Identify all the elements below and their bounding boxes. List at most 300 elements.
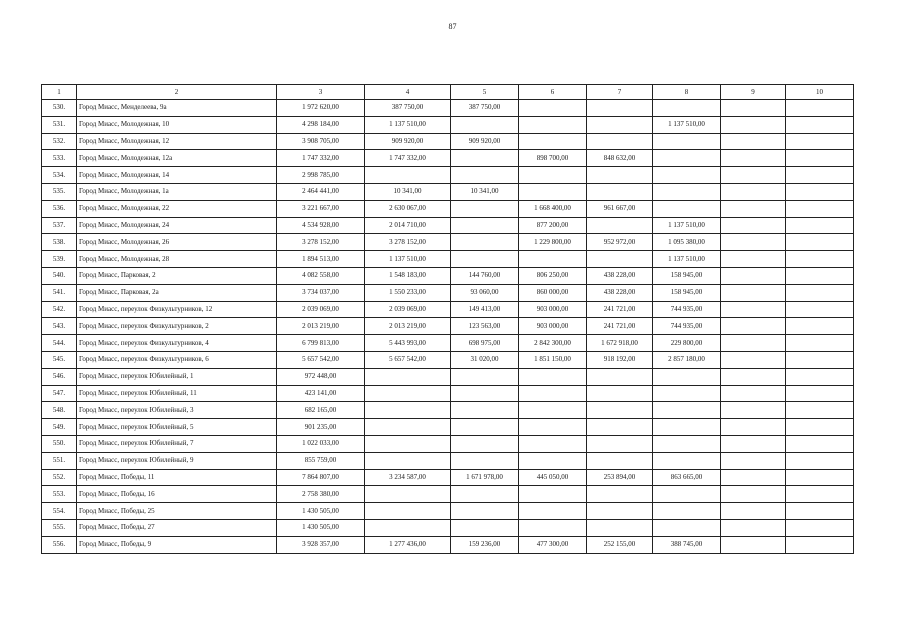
table-row [42,167,854,184]
amount-cell-col8: 1 095 380,00 [653,234,721,251]
amount-cell-col4: 1 137 510,00 [365,251,451,268]
amount-cell-col10 [786,503,854,520]
amount-cell-col4: 3 234 587,00 [365,469,451,486]
row-number-cell: 556. [42,536,77,553]
amount-cell-col3: 972 448,00 [277,368,365,385]
amount-cell-col5 [451,385,519,402]
row-number-cell: 549. [42,419,77,436]
column-header-9: 9 [721,85,786,100]
address-cell: Город Миасс, переулок Юбилейный, 1 [77,368,277,385]
row-number-cell: 540. [42,267,77,284]
amount-cell-col5 [451,167,519,184]
amount-cell-col4: 2 013 219,00 [365,318,451,335]
amount-cell-col8 [653,183,721,200]
amount-cell-col5: 1 671 978,00 [451,469,519,486]
amount-cell-col4 [365,167,451,184]
amount-cell-col4: 1 747 332,00 [365,150,451,167]
amount-cell-col9 [721,519,786,536]
amount-cell-col6 [519,452,587,469]
table-row [42,318,854,335]
table-row [42,200,854,217]
amount-cell-col10 [786,335,854,352]
amount-cell-col9 [721,402,786,419]
amount-cell-col10 [786,486,854,503]
amount-cell-col9 [721,167,786,184]
amount-cell-col6 [519,251,587,268]
amount-cell-col5 [451,368,519,385]
address-cell: Город Миасс, Молодежная, 10 [77,116,277,133]
table-row [42,536,854,553]
amount-cell-col9 [721,200,786,217]
amount-cell-col7: 961 667,00 [587,200,653,217]
amount-cell-col3: 2 998 785,00 [277,167,365,184]
table-row [42,100,854,117]
amount-cell-col7 [587,503,653,520]
amount-cell-col4: 10 341,00 [365,183,451,200]
column-header-1: 1 [42,85,77,100]
row-number-cell: 542. [42,301,77,318]
amount-cell-col8: 744 935,00 [653,301,721,318]
amount-cell-col9 [721,486,786,503]
table-row [42,519,854,536]
amount-cell-col7 [587,183,653,200]
amount-cell-col10 [786,452,854,469]
address-cell: Город Миасс, Победы, 9 [77,536,277,553]
row-number-cell: 532. [42,133,77,150]
amount-cell-col3: 7 864 807,00 [277,469,365,486]
row-number-cell: 547. [42,385,77,402]
amount-cell-col4: 2 630 067,00 [365,200,451,217]
amount-cell-col6 [519,368,587,385]
amount-cell-col6: 1 668 400,00 [519,200,587,217]
amount-cell-col10 [786,234,854,251]
amount-cell-col3: 6 799 813,00 [277,335,365,352]
header-row [42,85,854,100]
amount-cell-col8: 229 800,00 [653,335,721,352]
amount-cell-col5: 93 060,00 [451,284,519,301]
amount-cell-col6 [519,385,587,402]
table-row [42,251,854,268]
amount-cell-col5 [451,234,519,251]
row-number-cell: 554. [42,503,77,520]
amount-cell-col5 [451,150,519,167]
amount-cell-col9 [721,318,786,335]
amount-cell-col7 [587,519,653,536]
amount-cell-col4: 2 014 710,00 [365,217,451,234]
amount-cell-col7 [587,402,653,419]
amount-cell-col8 [653,419,721,436]
amount-cell-col7 [587,368,653,385]
amount-cell-col4 [365,452,451,469]
amount-cell-col6 [519,519,587,536]
amount-cell-col3: 3 221 667,00 [277,200,365,217]
amount-cell-col3: 855 759,00 [277,452,365,469]
amount-cell-col8: 744 935,00 [653,318,721,335]
amount-cell-col5 [451,435,519,452]
column-header-4: 4 [365,85,451,100]
amount-cell-col5 [451,519,519,536]
amount-cell-col8 [653,402,721,419]
amount-cell-col10 [786,217,854,234]
table-row [42,301,854,318]
amount-cell-col3: 5 657 542,00 [277,351,365,368]
amount-cell-col8 [653,385,721,402]
amount-cell-col9 [721,536,786,553]
address-cell: Город Миасс, Молодежная, 12 [77,133,277,150]
amount-cell-col7 [587,217,653,234]
amount-cell-col9 [721,234,786,251]
amount-cell-col3: 1 430 505,00 [277,503,365,520]
amount-cell-col10 [786,150,854,167]
amount-cell-col10 [786,536,854,553]
column-header-5: 5 [451,85,519,100]
amount-cell-col5 [451,200,519,217]
amount-cell-col8: 1 137 510,00 [653,116,721,133]
table-row [42,402,854,419]
amount-cell-col6: 1 229 800,00 [519,234,587,251]
amount-cell-col8: 2 857 180,00 [653,351,721,368]
row-number-cell: 534. [42,167,77,184]
amount-cell-col8 [653,503,721,520]
amount-cell-col6: 903 000,00 [519,318,587,335]
address-cell: Город Миасс, Победы, 11 [77,469,277,486]
address-cell: Город Миасс, переулок Юбилейный, 11 [77,385,277,402]
amount-cell-col9 [721,284,786,301]
table-row [42,368,854,385]
amount-cell-col7 [587,419,653,436]
row-number-cell: 555. [42,519,77,536]
amount-cell-col10 [786,284,854,301]
amount-cell-col10 [786,519,854,536]
table-row [42,452,854,469]
amount-cell-col4 [365,486,451,503]
column-header-2: 2 [77,85,277,100]
amount-cell-col3: 4 534 928,00 [277,217,365,234]
amount-cell-col9 [721,435,786,452]
amount-cell-col8: 863 665,00 [653,469,721,486]
table-row [42,183,854,200]
address-cell: Город Миасс, Молодежная, 1а [77,183,277,200]
amount-cell-col4: 1 137 510,00 [365,116,451,133]
amount-cell-col5: 909 920,00 [451,133,519,150]
address-cell: Город Миасс, переулок Физкультурников, 2 [77,318,277,335]
amount-cell-col6: 898 700,00 [519,150,587,167]
address-cell: Город Миасс, переулок Юбилейный, 3 [77,402,277,419]
amount-cell-col5 [451,503,519,520]
amount-cell-col8 [653,150,721,167]
amount-cell-col7 [587,116,653,133]
register-table [41,84,854,554]
amount-cell-col4 [365,519,451,536]
address-cell: Город Миасс, Победы, 27 [77,519,277,536]
table-row [42,385,854,402]
row-number-cell: 537. [42,217,77,234]
row-number-cell: 539. [42,251,77,268]
amount-cell-col9 [721,267,786,284]
row-number-cell: 538. [42,234,77,251]
amount-cell-col7: 241 721,00 [587,318,653,335]
amount-cell-col3: 1 747 332,00 [277,150,365,167]
table-row [42,435,854,452]
amount-cell-col3: 2 464 441,00 [277,183,365,200]
amount-cell-col10 [786,385,854,402]
amount-cell-col5: 31 020,00 [451,351,519,368]
amount-cell-col5: 10 341,00 [451,183,519,200]
amount-cell-col10 [786,301,854,318]
row-number-cell: 551. [42,452,77,469]
amount-cell-col3: 2 758 380,00 [277,486,365,503]
amount-cell-col8 [653,100,721,117]
amount-cell-col7: 1 672 918,00 [587,335,653,352]
amount-cell-col4 [365,435,451,452]
amount-cell-col3: 2 013 219,00 [277,318,365,335]
amount-cell-col6 [519,435,587,452]
address-cell: Город Миасс, переулок Физкультурников, 6 [77,351,277,368]
amount-cell-col8 [653,486,721,503]
amount-cell-col10 [786,100,854,117]
amount-cell-col9 [721,183,786,200]
amount-cell-col9 [721,116,786,133]
amount-cell-col5 [451,251,519,268]
table-row [42,150,854,167]
amount-cell-col7: 848 632,00 [587,150,653,167]
row-number-cell: 531. [42,116,77,133]
amount-cell-col10 [786,469,854,486]
address-cell: Город Миасс, переулок Физкультурников, 4 [77,335,277,352]
address-cell: Город Миасс, переулок Юбилейный, 5 [77,419,277,436]
amount-cell-col4 [365,402,451,419]
row-number-cell: 544. [42,335,77,352]
table-row [42,469,854,486]
table-row [42,419,854,436]
row-number-cell: 545. [42,351,77,368]
amount-cell-col5 [451,217,519,234]
table-row [42,133,854,150]
amount-cell-col6 [519,100,587,117]
amount-cell-col6: 903 000,00 [519,301,587,318]
amount-cell-col3: 3 908 705,00 [277,133,365,150]
address-cell: Город Миасс, Менделеева, 9а [77,100,277,117]
amount-cell-col6 [519,419,587,436]
amount-cell-col4: 909 920,00 [365,133,451,150]
amount-cell-col6 [519,503,587,520]
amount-cell-col9 [721,100,786,117]
amount-cell-col8: 158 945,00 [653,284,721,301]
amount-cell-col6 [519,133,587,150]
amount-cell-col7: 952 972,00 [587,234,653,251]
table-row [42,486,854,503]
amount-cell-col3: 1 430 505,00 [277,519,365,536]
amount-cell-col8 [653,452,721,469]
amount-cell-col10 [786,116,854,133]
amount-cell-col6 [519,167,587,184]
amount-cell-col8 [653,435,721,452]
amount-cell-col9 [721,133,786,150]
amount-cell-col9 [721,251,786,268]
table-row [42,284,854,301]
amount-cell-col6 [519,486,587,503]
row-number-cell: 530. [42,100,77,117]
table-row [42,217,854,234]
amount-cell-col4: 2 039 069,00 [365,301,451,318]
amount-cell-col9 [721,419,786,436]
amount-cell-col3: 3 278 152,00 [277,234,365,251]
column-header-8: 8 [653,85,721,100]
amount-cell-col5: 149 413,00 [451,301,519,318]
amount-cell-col4: 1 277 436,00 [365,536,451,553]
amount-cell-col10 [786,200,854,217]
amount-cell-col7: 253 894,00 [587,469,653,486]
amount-cell-col3: 1 972 620,00 [277,100,365,117]
amount-cell-col7: 438 228,00 [587,267,653,284]
amount-cell-col5: 698 975,00 [451,335,519,352]
amount-cell-col9 [721,351,786,368]
amount-cell-col7: 252 155,00 [587,536,653,553]
amount-cell-col3: 423 141,00 [277,385,365,402]
table-row [42,267,854,284]
address-cell: Город Миасс, Парковая, 2а [77,284,277,301]
amount-cell-col4: 3 278 152,00 [365,234,451,251]
amount-cell-col7 [587,385,653,402]
amount-cell-col3: 901 235,00 [277,419,365,436]
address-cell: Город Миасс, Парковая, 2 [77,267,277,284]
amount-cell-col6: 2 842 300,00 [519,335,587,352]
amount-cell-col6 [519,402,587,419]
address-cell: Город Миасс, Победы, 25 [77,503,277,520]
amount-cell-col7 [587,251,653,268]
amount-cell-col9 [721,385,786,402]
amount-cell-col8 [653,200,721,217]
amount-cell-col9 [721,217,786,234]
amount-cell-col5: 144 760,00 [451,267,519,284]
amount-cell-col10 [786,133,854,150]
amount-cell-col9 [721,150,786,167]
amount-cell-col8 [653,519,721,536]
amount-cell-col6: 806 250,00 [519,267,587,284]
row-number-cell: 535. [42,183,77,200]
amount-cell-col9 [721,335,786,352]
column-header-10: 10 [786,85,854,100]
amount-cell-col8: 388 745,00 [653,536,721,553]
amount-cell-col10 [786,435,854,452]
amount-cell-col9 [721,469,786,486]
amount-cell-col9 [721,368,786,385]
column-header-6: 6 [519,85,587,100]
amount-cell-col5 [451,419,519,436]
amount-cell-col4 [365,385,451,402]
amount-cell-col7 [587,167,653,184]
amount-cell-col4: 5 657 542,00 [365,351,451,368]
column-header-7: 7 [587,85,653,100]
amount-cell-col5: 159 236,00 [451,536,519,553]
amount-cell-col5 [451,486,519,503]
row-number-cell: 533. [42,150,77,167]
page-number: 87 [448,22,457,31]
address-cell: Город Миасс, Молодежная, 12а [77,150,277,167]
address-cell: Город Миасс, Молодежная, 28 [77,251,277,268]
amount-cell-col3: 1 894 513,00 [277,251,365,268]
row-number-cell: 543. [42,318,77,335]
amount-cell-col4: 1 548 183,00 [365,267,451,284]
amount-cell-col9 [721,301,786,318]
amount-cell-col7 [587,133,653,150]
amount-cell-col8 [653,368,721,385]
amount-cell-col6: 860 000,00 [519,284,587,301]
amount-cell-col5 [451,116,519,133]
amount-cell-col5: 387 750,00 [451,100,519,117]
amount-cell-col7 [587,452,653,469]
amount-cell-col7: 241 721,00 [587,301,653,318]
amount-cell-col4: 5 443 993,00 [365,335,451,352]
table-row [42,503,854,520]
amount-cell-col4: 387 750,00 [365,100,451,117]
amount-cell-col4 [365,368,451,385]
address-cell: Город Миасс, переулок Юбилейный, 7 [77,435,277,452]
amount-cell-col5 [451,402,519,419]
amount-cell-col9 [721,452,786,469]
row-number-cell: 541. [42,284,77,301]
amount-cell-col6: 445 050,00 [519,469,587,486]
amount-cell-col3: 2 039 069,00 [277,301,365,318]
amount-cell-col3: 3 928 357,00 [277,536,365,553]
amount-cell-col7 [587,100,653,117]
amount-cell-col10 [786,351,854,368]
row-number-cell: 536. [42,200,77,217]
address-cell: Город Миасс, Молодежная, 24 [77,217,277,234]
amount-cell-col7 [587,435,653,452]
amount-cell-col6: 1 851 150,00 [519,351,587,368]
amount-cell-col7: 918 192,00 [587,351,653,368]
amount-cell-col10 [786,402,854,419]
table-row [42,234,854,251]
amount-cell-col4 [365,503,451,520]
table-row [42,116,854,133]
row-number-cell: 553. [42,486,77,503]
amount-cell-col5 [451,452,519,469]
amount-cell-col6 [519,116,587,133]
amount-cell-col3: 4 298 184,00 [277,116,365,133]
row-number-cell: 552. [42,469,77,486]
amount-cell-col8: 1 137 510,00 [653,217,721,234]
address-cell: Город Миасс, Молодежная, 26 [77,234,277,251]
amount-cell-col10 [786,267,854,284]
address-cell: Город Миасс, Молодежная, 22 [77,200,277,217]
amount-cell-col10 [786,419,854,436]
address-cell: Город Миасс, Молодежная, 14 [77,167,277,184]
amount-cell-col3: 4 082 558,00 [277,267,365,284]
amount-cell-col7 [587,486,653,503]
row-number-cell: 546. [42,368,77,385]
amount-cell-col3: 682 165,00 [277,402,365,419]
amount-cell-col6: 877 200,00 [519,217,587,234]
amount-cell-col3: 1 022 033,00 [277,435,365,452]
table-body [42,100,854,554]
amount-cell-col8: 1 137 510,00 [653,251,721,268]
amount-cell-col5: 123 563,00 [451,318,519,335]
amount-cell-col4: 1 550 233,00 [365,284,451,301]
address-cell: Город Миасс, Победы, 16 [77,486,277,503]
amount-cell-col10 [786,183,854,200]
amount-cell-col10 [786,318,854,335]
row-number-cell: 548. [42,402,77,419]
amount-cell-col4 [365,419,451,436]
amount-cell-col10 [786,251,854,268]
table-row [42,335,854,352]
amount-cell-col3: 3 734 037,00 [277,284,365,301]
amount-cell-col6 [519,183,587,200]
amount-cell-col7: 438 228,00 [587,284,653,301]
column-header-3: 3 [277,85,365,100]
